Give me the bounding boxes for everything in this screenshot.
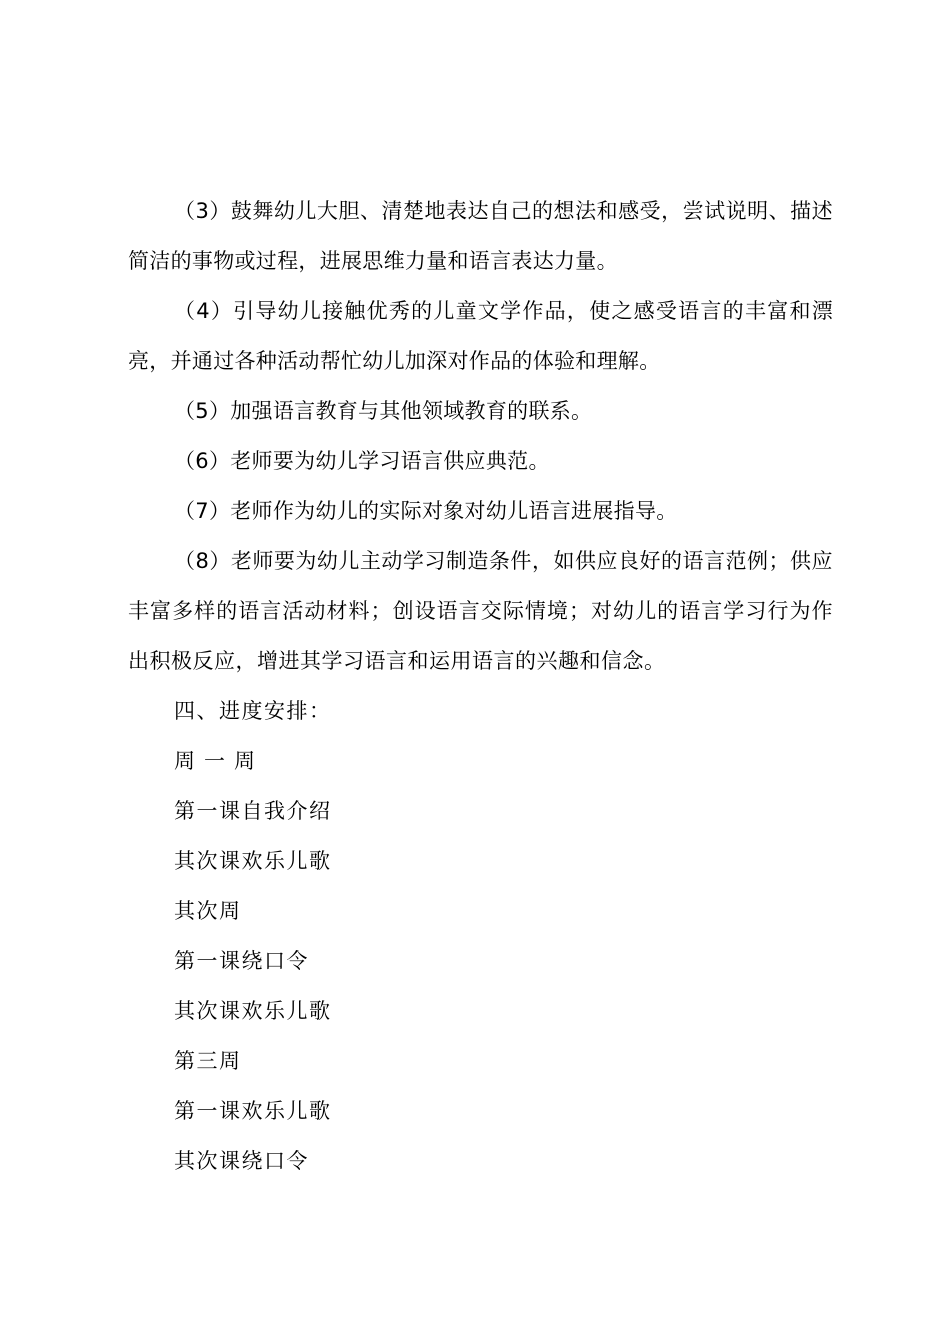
paragraph-item-6: （6）老师要为幼儿学习语言供应典范。 — [174, 449, 550, 473]
paragraph-item-3: （3）鼓舞幼儿大胆、清楚地表达自己的想法和感受，尝试说明、描述简洁的事物或过程，进展思维力量和语言表达力量。 — [128, 199, 833, 273]
lesson-item: 第一课自我介绍 — [174, 799, 332, 823]
week-title-3: 第三周 — [174, 1049, 242, 1073]
lesson-item: 其次课绕口令 — [174, 1149, 309, 1173]
lesson-item: 其次课欢乐儿歌 — [174, 849, 332, 873]
lesson-item: 其次课欢乐儿歌 — [174, 999, 332, 1023]
paragraph-item-4: （4）引导幼儿接触优秀的儿童文学作品，使之感受语言的丰富和漂亮，并通过各种活动帮忙幼儿加深对作品的体验和理解。 — [128, 299, 833, 373]
paragraph-item-8: （8）老师要为幼儿主动学习制造条件，如供应良好的语言范例；供应丰富多样的语言活动材料；创设语言交际情境；对幼儿的语言学习行为作出积极反应，增进其学习语言和运用语言的兴趣和信念。 — [128, 549, 833, 673]
lesson-item: 第一课绕口令 — [174, 949, 309, 973]
paragraph-item-5: （5）加强语言教育与其他领域教育的联系。 — [174, 399, 593, 423]
week-title-2: 其次周 — [174, 899, 242, 923]
lesson-item: 第一课欢乐儿歌 — [174, 1099, 332, 1123]
document-body — [128, 186, 833, 1186]
paragraph-item-7: （7）老师作为幼儿的实际对象对幼儿语言进展指导。 — [174, 499, 678, 523]
section-heading: 四、进度安排： — [174, 699, 332, 723]
week-title-1: 周一周 — [174, 749, 264, 773]
